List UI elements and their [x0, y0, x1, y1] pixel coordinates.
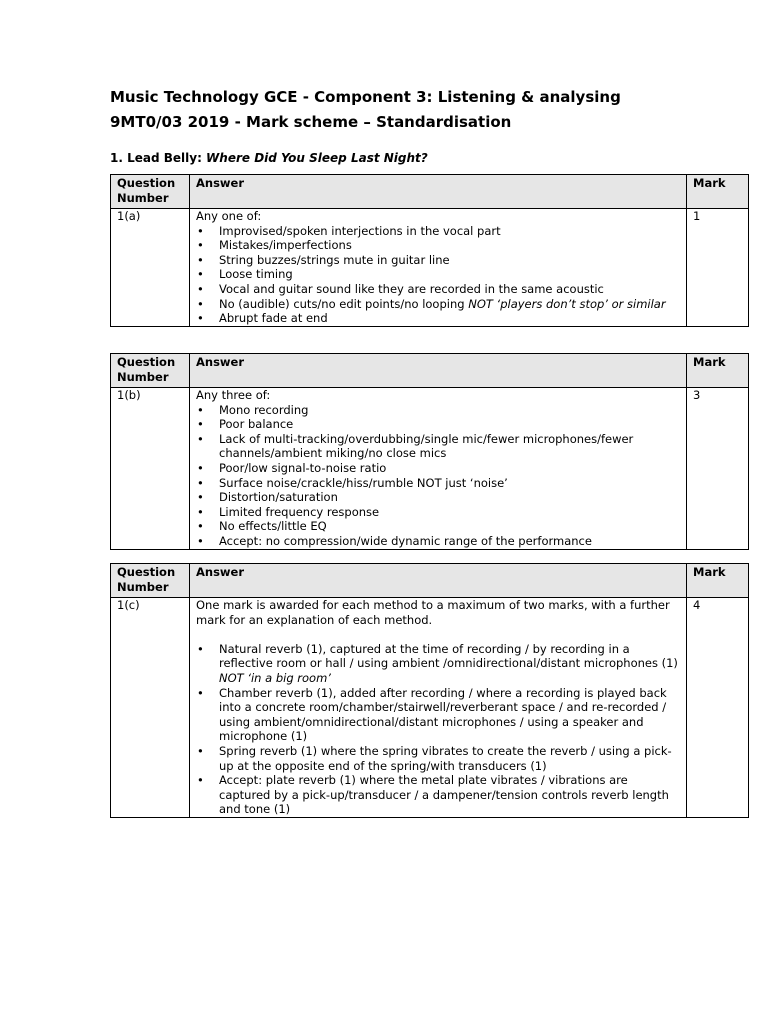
list-item: • Spring reverb (1) where the spring vibrates to create the reverb / using a pick-up at the opposite end of the spring/with transducers (1)	[197, 743, 672, 773]
bullet-icon: •	[197, 223, 204, 238]
list-item: • Chamber reverb (1), added after recording / where a recording is played back into a concrete room/chamber/stairwell/reverberant space / and re-recorded / using ambient/omnidirectional/distant microphones / using a speaker and microphone (1)	[197, 685, 667, 744]
document-title-line-2: 9MT0/03 2019 - Mark scheme – Standardisation	[110, 113, 512, 131]
table-row	[111, 209, 749, 327]
list-item: • No (audible) cuts/no edit points/no looping NOT ‘players don’t stop’ or similar	[197, 296, 666, 311]
mark-header: Mark	[687, 354, 749, 388]
list-item: • No effects/little EQ	[197, 519, 327, 534]
mark-value: 3	[687, 388, 749, 550]
header-question-word: Question	[117, 176, 176, 190]
list-item: • Vocal and guitar sound like they are recorded in the same acoustic	[197, 281, 604, 296]
bullet-icon: •	[197, 685, 204, 700]
header-number-word: Number	[117, 369, 169, 384]
table-header-row	[111, 564, 749, 598]
mark-table-1a	[110, 174, 749, 327]
bullet-icon: •	[197, 267, 204, 282]
question-number-header	[111, 564, 190, 598]
header-number-word: Number	[117, 579, 169, 594]
bullet-icon: •	[197, 743, 204, 758]
question-number-header	[111, 354, 190, 388]
section-heading	[110, 151, 428, 166]
answer-cell	[190, 598, 687, 818]
list-item: • Poor/low signal-to-noise ratio	[197, 460, 387, 475]
table-row	[111, 388, 749, 550]
question-number: 1(b)	[111, 388, 190, 550]
answer-cell	[190, 209, 687, 327]
answer-header: Answer	[190, 175, 687, 209]
answer-header: Answer	[190, 564, 687, 598]
spacer	[196, 627, 680, 642]
list-item: • Distortion/saturation	[197, 490, 338, 505]
answer-header: Answer	[190, 354, 687, 388]
list-item: • Poor balance	[197, 417, 294, 432]
header-number-word: Number	[117, 190, 169, 205]
mark-table-1c	[110, 563, 749, 818]
question-number: 1(c)	[111, 598, 190, 818]
answer-list	[196, 403, 680, 549]
header-question-word: Question	[117, 565, 176, 579]
mark-header: Mark	[687, 175, 749, 209]
bullet-icon: •	[197, 311, 204, 326]
italic-note: NOT ‘players don’t stop’ or similar	[468, 296, 666, 311]
bullet-icon: •	[197, 773, 204, 788]
bullet-icon: •	[197, 533, 204, 548]
bullet-icon: •	[197, 460, 204, 475]
list-item: • Natural reverb (1), captured at the time of recording / by recording in a reflective room or hall / using ambient /omnidirectional/distant microphones (1) NOT ‘in a big room’	[197, 641, 678, 685]
bullet-icon: •	[197, 238, 204, 253]
answer-cell	[190, 388, 687, 550]
answer-intro: Any one of:	[196, 209, 262, 223]
bullet-icon: •	[197, 252, 204, 267]
mark-header: Mark	[687, 564, 749, 598]
list-item: • Surface noise/crackle/hiss/rumble NOT just ‘noise’	[197, 475, 508, 490]
answer-list	[196, 224, 680, 326]
section-prefix: 1. Lead Belly:	[110, 151, 207, 165]
bullet-icon: •	[197, 475, 204, 490]
bullet-icon: •	[197, 281, 204, 296]
table-header-row	[111, 175, 749, 209]
bullet-icon: •	[197, 641, 204, 656]
italic-note: NOT ‘in a big room’	[219, 670, 331, 685]
list-item: • String buzzes/strings mute in guitar line	[197, 252, 450, 267]
header-question-word: Question	[117, 355, 176, 369]
list-item: • Limited frequency response	[197, 504, 380, 519]
bullet-icon: •	[197, 504, 204, 519]
bullet-icon: •	[197, 519, 204, 534]
answer-intro: One mark is awarded for each method to a maximum of two marks, with a further mark for an explanation of each method.	[196, 598, 670, 627]
list-item: • Mono recording	[197, 402, 309, 417]
document-title-line-1: Music Technology GCE - Component 3: Listening & analysing	[110, 88, 621, 106]
list-item: • Abrupt fade at end	[197, 311, 328, 326]
list-item: • Lack of multi-tracking/overdubbing/single mic/fewer microphones/fewer channels/ambient miking/no close mics	[197, 431, 634, 461]
bullet-icon: •	[197, 402, 204, 417]
song-title: Where Did You Sleep Last Night?	[206, 151, 428, 165]
mark-value: 4	[687, 598, 749, 818]
list-item: • Accept: plate reverb (1) where the metal plate vibrates / vibrations are captured by a pick-up/transducer / a dampener/tension controls reverb length and tone (1)	[197, 773, 669, 817]
bullet-icon: •	[197, 417, 204, 432]
list-item: • Mistakes/imperfections	[197, 238, 352, 253]
mark-value: 1	[687, 209, 749, 327]
table-row	[111, 598, 749, 818]
table-header-row	[111, 354, 749, 388]
list-item: • Loose timing	[197, 267, 293, 282]
bullet-icon: •	[197, 431, 204, 446]
question-number-header	[111, 175, 190, 209]
list-item: • Accept: no compression/wide dynamic range of the performance	[197, 533, 592, 548]
list-item: • Improvised/spoken interjections in the vocal part	[197, 223, 501, 238]
question-number: 1(a)	[111, 209, 190, 327]
bullet-icon: •	[197, 490, 204, 505]
mark-table-1b	[110, 353, 749, 550]
bullet-icon: •	[197, 296, 204, 311]
answer-list	[196, 642, 680, 817]
answer-intro: Any three of:	[196, 388, 271, 402]
